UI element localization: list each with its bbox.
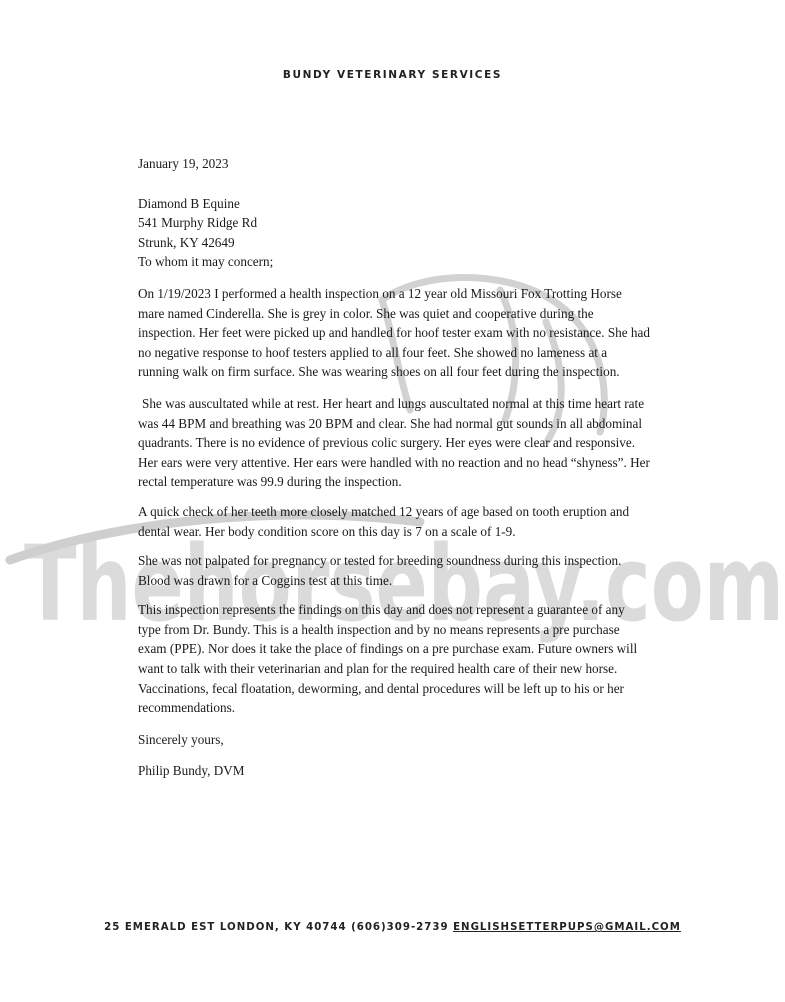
salutation: To whom it may concern; — [138, 254, 274, 270]
recipient-street: 541 Murphy Ridge Rd — [138, 215, 258, 231]
paragraph-disclaimer: This inspection represents the findings on this day and does not represent a guarantee of any type from Dr. Bundy. This is a health inspection and by no means represents a pre purchase exam (PPE). Nor does it take the place of findings on a pre purchase exam. Future owners will want to talk with their veterinarian and plan for the required health care of their new horse. Vaccinations, fecal floatation, deworming, and dental procedures will be left up to his or her recommendations. — [138, 602, 638, 716]
recipient-address — [138, 194, 650, 253]
paragraph-palpation: She was not palpated for pregnancy or tested for breeding soundness during this inspection. Blood was drawn for a Coggins test at this time. — [138, 553, 622, 588]
paragraph-exam: On 1/19/2023 I performed a health inspection on a 12 year old Missouri Fox Trotting Horse mare named Cinderella. She is grey in color. She was quiet and cooperative during the inspection. Her feet were picked up and handled for hoof tester exam with no resistance. She had no negative response to hoof testers applied to all four feet. She showed no lameness at a running walk on firm surface. She was wearing shoes on all four feet during the inspection. — [138, 285, 650, 380]
footer — [0, 922, 785, 933]
signature: Philip Bundy, DVM — [138, 763, 245, 779]
letter-body — [138, 154, 650, 781]
footer-address: 25 EMERALD EST LONDON, KY 40744 (606)309-2739 — [104, 922, 449, 933]
recipient-city: Strunk, KY 42649 — [138, 234, 235, 250]
recipient-name: Diamond B Equine — [138, 195, 240, 211]
footer-email-link[interactable]: ENGLISHSETTERPUPS@GMAIL.COM — [453, 922, 681, 933]
letter-date: January 19, 2023 — [138, 156, 229, 171]
paragraph-auscultation: She was auscultated while at rest. Her heart and lungs auscultated normal at this time heart rate was 44 BPM and breathing was 20 BPM and clear. She had normal gut sounds in all abdominal quadrants. There is no evidence of previous colic surgery. Her eyes were clear and responsive. Her ears were very attentive. Her ears were handled with no reaction and no head “shyness”. Her rectal temperature was 99.9 during the inspection. — [138, 395, 650, 490]
closing: Sincerely yours, — [138, 731, 224, 747]
watermark-text: Thehorsebay.com — [24, 523, 784, 645]
letterhead-title: BUNDY VETERINARY SERVICES — [282, 69, 503, 81]
paragraph-teeth: A quick check of her teeth more closely matched 12 years of age based on tooth eruption and dental wear. Her body condition score on this day is 7 on a scale of 1-9. — [138, 503, 630, 539]
